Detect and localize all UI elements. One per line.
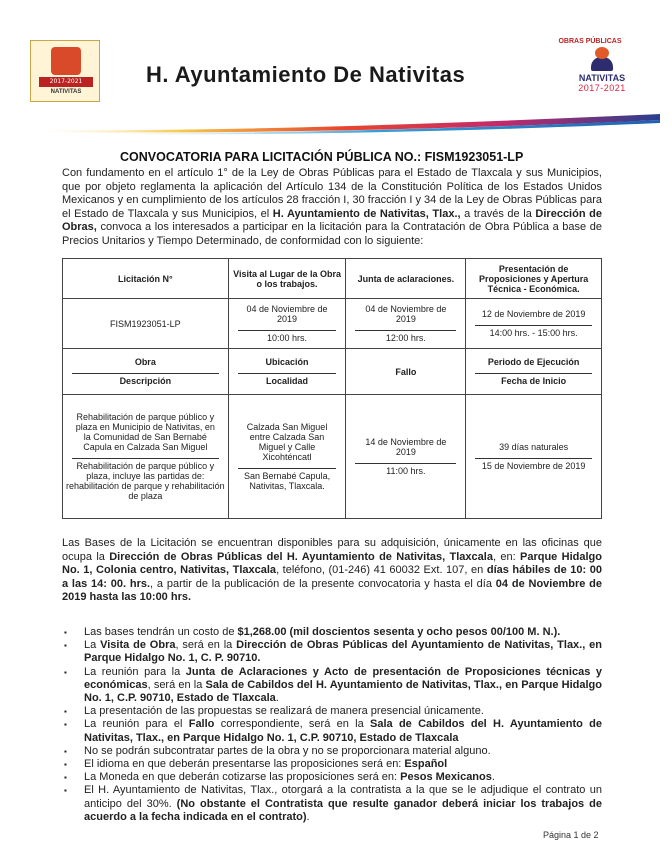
pres-hora: 14:00 hrs. - 15:00 hrs. bbox=[489, 328, 578, 338]
bases-bold-2: Parque Hidalgo No. 1, Colonia centro, Nativitas, Tlaxcala bbox=[62, 550, 602, 577]
bases-text-3: , teléfono, (01-246) 41 60032 Ext. 107, en bbox=[276, 564, 487, 577]
bases-bold-1: Dirección de Obras Públicas del H. Ayuntamiento de Nativitas, Tlaxcala bbox=[109, 550, 493, 563]
item-bold: Visita de Obra bbox=[100, 639, 176, 652]
item-text: La bbox=[84, 639, 101, 652]
header-fecha-inicio: Fecha de Inicio bbox=[501, 376, 567, 386]
item-text: , será en la bbox=[147, 678, 206, 691]
cell-licitacion-no: FISM1923051-LP bbox=[63, 299, 229, 349]
fallo-hora: 11:00 hrs. bbox=[386, 466, 426, 476]
visita-fecha: 04 de Noviembre de 2019 bbox=[238, 304, 337, 331]
bases-text-4: , a partir de la publicación de la presente convocatoria y hasta el día bbox=[150, 577, 496, 590]
bases-bold-3: días hábiles de 10: 00 a las 14: 00. hrs. bbox=[62, 564, 602, 590]
bases-text-1: Las Bases de la Licitación se encuentran disponibles para su adquisición, únicamente en las oficinas que ocupa la bbox=[62, 537, 602, 563]
junta-hora: 12:00 hrs. bbox=[385, 333, 426, 343]
periodo-text: 39 días naturales bbox=[475, 442, 592, 459]
intro-ayuntamiento: H. Ayuntamiento de Nativitas, Tlax., bbox=[272, 207, 461, 220]
list-item bbox=[62, 771, 602, 784]
header-visita: Visita al Lugar de la Obra o los trabajos. bbox=[228, 259, 346, 299]
list-item bbox=[62, 758, 602, 771]
cell-presentacion bbox=[466, 299, 602, 349]
convocatoria-title: CONVOCATORIA PARA LICITACIÓN PÚBLICA NO.: FISM1923051-LP bbox=[120, 150, 524, 164]
list-item bbox=[62, 784, 602, 824]
header-junta: Junta de aclaraciones. bbox=[346, 259, 466, 299]
pres-fecha: 12 de Noviembre de 2019 bbox=[475, 309, 592, 326]
header-obra-descripcion bbox=[63, 349, 229, 395]
header-fallo: Fallo bbox=[346, 349, 466, 395]
cell-fallo bbox=[346, 395, 466, 519]
cell-visita bbox=[228, 299, 346, 349]
fecha-inicio-text: 15 de Noviembre de 2019 bbox=[481, 461, 586, 471]
logo-right-top: OBRAS PÚBLICAS bbox=[558, 38, 622, 45]
bullet-icon: ▪ bbox=[64, 720, 67, 730]
item-bold: Sala de Cabildos del H. Ayuntamiento de Nativitas, Tlax., en Parque Hidalgo No. 1, C.P. 90710, Estado de Tlaxcala bbox=[84, 718, 602, 744]
list-item bbox=[62, 705, 602, 718]
bullet-icon: ▪ bbox=[64, 667, 67, 677]
bases-paragraph bbox=[62, 537, 602, 605]
item-bold: Español bbox=[404, 758, 448, 771]
cell-ubicacion-localidad bbox=[228, 395, 346, 519]
header-obra: Obra bbox=[72, 357, 219, 374]
conditions-list bbox=[62, 626, 602, 824]
item-text: No se podrán subcontratar partes de la obra y no se proporcionara material alguno. bbox=[84, 744, 491, 757]
item-text: El H. Ayuntamiento de Nativitas, Tlax., otorgará a la contratista a la que se le adjudique el contrato un anticipo del 30%. bbox=[84, 784, 602, 810]
fallo-fecha: 14 de Noviembre de 2019 bbox=[355, 437, 456, 464]
header-licitacion: Licitación N° bbox=[63, 259, 229, 299]
item-text: La reunión para el bbox=[84, 718, 189, 731]
bullet-icon: ▪ bbox=[64, 628, 67, 637]
header-periodo: Periodo de Ejecución bbox=[475, 357, 592, 374]
mascot-icon bbox=[585, 47, 619, 73]
header-periodo-fecha bbox=[466, 349, 602, 395]
bases-bold-4: 04 de Noviembre de 2019 hasta las 10:00 hrs. bbox=[62, 577, 603, 604]
obras-publicas-logo bbox=[525, 38, 635, 100]
descripcion-text: Rehabilitación de parque público y plaza, incluye las partidas de: rehabilitación de parque y rehabilitación de plaza bbox=[66, 461, 225, 501]
item-text: , será en la bbox=[175, 639, 237, 652]
item-bold: Junta de Aclaraciones y Acto de presentación de Proposiciones técnicas y económicas bbox=[84, 665, 602, 691]
header-ubicacion: Ubicación bbox=[238, 357, 337, 374]
list-item bbox=[62, 718, 602, 744]
list-item bbox=[62, 666, 602, 706]
page-number: Página 1 de 2 bbox=[543, 830, 599, 840]
bullet-icon: ▪ bbox=[64, 760, 67, 770]
item-bold: Fallo bbox=[188, 718, 215, 731]
item-bold: Dirección de Obras Públicas del Ayuntamiento de Nativitas, Tlax., en Parque Hidalgo No. 1, C. P. 90710. bbox=[84, 639, 602, 665]
intro-direccion: Dirección de Obras, bbox=[62, 207, 602, 234]
logo-right-years: 2017-2021 bbox=[578, 83, 626, 93]
ubicacion-text: Calzada San Miguel entre Calzada San Miguel y Calle Xicohténcatl bbox=[238, 422, 337, 469]
bases-text-2: , en: bbox=[492, 550, 520, 563]
item-text: Las bases tendrán un costo de bbox=[84, 626, 238, 638]
intro-text-1: Con fundamento en el artículo 1° de la Ley de Obras Públicas para el Estado de Tlaxcala y sus Municipios, que por objeto reglamenta la aplicación del Artículo 134 de la Constitución Política de los Estados Unidos Mexicanos y en cumplimiento de los artículos 28 fracción I, 30 fracción I y 34 de la Ley de Obras Públicas para el Estado de Tlaxcala y sus Municipios, el bbox=[62, 167, 602, 220]
header-ubicacion-localidad bbox=[228, 349, 346, 395]
cell-junta bbox=[346, 299, 466, 349]
junta-fecha: 04 de Noviembre de 2019 bbox=[355, 304, 456, 331]
intro-text-3: convoca a los interesados a participar en la licitación para la Contratación de Obra Pública a base de Precios Unitarios y Tiempo Determinado, de conformidad con lo siguiente: bbox=[62, 221, 602, 247]
item-bold: $1,268.00 (mil doscientos sesenta y ocho pesos 00/100 M. N.). bbox=[237, 626, 561, 638]
header-presentacion: Presentación de Proposiciones y Apertura Técnica - Económica. bbox=[466, 259, 602, 299]
obra-text: Rehabilitación de parque público y plaza en Municipio de Nativitas, en la Comunidad de San Bernabé Capula en Calzada San Miguel bbox=[72, 412, 219, 459]
bullet-icon: ▪ bbox=[64, 707, 67, 717]
bullet-icon: ▪ bbox=[64, 786, 67, 796]
item-text: El idioma en que deberán presentarse las proposiciones será en: bbox=[84, 758, 405, 771]
item-text: La reunión para la bbox=[84, 665, 186, 678]
cell-periodo bbox=[466, 395, 602, 519]
bullet-icon: ▪ bbox=[64, 773, 67, 783]
logo-band-text: 2017-2021 bbox=[49, 78, 83, 85]
header-localidad: Localidad bbox=[266, 376, 309, 386]
list-item bbox=[62, 745, 602, 758]
list-item bbox=[62, 639, 602, 665]
crest-icon bbox=[51, 47, 81, 75]
item-bold: Pesos Mexicanos bbox=[400, 771, 492, 784]
licitacion-table bbox=[62, 258, 602, 519]
visita-hora: 10:00 hrs. bbox=[267, 333, 308, 343]
municipal-logo bbox=[30, 40, 100, 102]
bullet-icon: ▪ bbox=[64, 641, 67, 651]
list-item bbox=[62, 626, 602, 639]
logo-band bbox=[39, 77, 93, 87]
logo-left-text: NATIVITAS bbox=[50, 89, 82, 95]
item-bold: (No obstante el Contratista que resulte ganador deberá iniciar los trabajos de acuerdo a la fecha indicada en el contrato) bbox=[84, 797, 602, 823]
item-text: . bbox=[275, 692, 279, 705]
localidad-text: San Bernabé Capula, Nativitas, Tlaxcala. bbox=[244, 471, 331, 491]
page-title: H. Ayuntamiento De Nativitas bbox=[146, 62, 466, 87]
item-bold: Sala de Cabildos del H. Ayuntamiento de Nativitas, Tlax., en Parque Hidalgo No. 1, C.P. 90710, Estado de Tlaxcala bbox=[84, 678, 602, 705]
item-text: . bbox=[491, 771, 495, 784]
item-text: . bbox=[306, 810, 310, 823]
item-text: La Moneda en que deberán cotizarse las proposiciones será en: bbox=[84, 771, 401, 784]
bullet-icon: ▪ bbox=[64, 746, 67, 756]
intro-text-2: a través de la bbox=[460, 207, 536, 220]
item-text: La presentación de las propuestas se realizará de manera presencial únicamente. bbox=[84, 705, 484, 718]
cell-obra-descripcion bbox=[63, 395, 229, 519]
header-swoosh bbox=[20, 110, 660, 136]
intro-paragraph bbox=[62, 167, 602, 249]
logo-right-name: NATIVITAS bbox=[578, 73, 626, 83]
header-descripcion: Descripción bbox=[119, 376, 172, 386]
item-text: correspondiente, será en la bbox=[214, 718, 371, 731]
